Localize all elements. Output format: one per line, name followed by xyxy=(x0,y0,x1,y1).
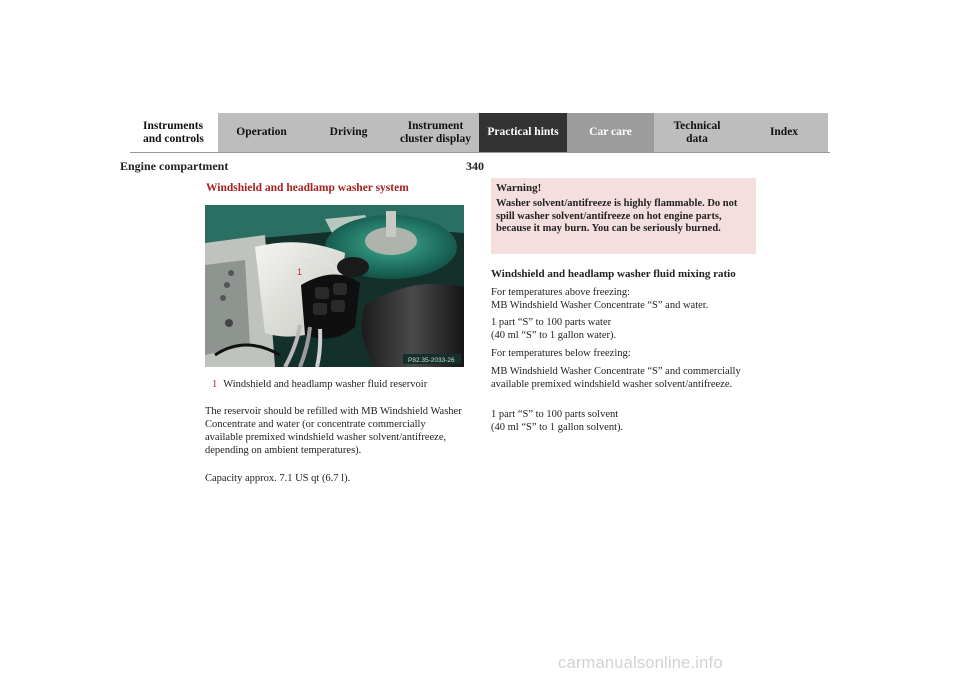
svg-text:1: 1 xyxy=(297,267,303,277)
below-freezing-ratio-ml: (40 ml “S” to 1 gallon solvent). xyxy=(491,422,624,433)
above-freezing-label: For temperatures above freezing: xyxy=(491,287,631,298)
tab-instrument-cluster-display[interactable] xyxy=(392,113,479,152)
reservoir-paragraph: The reservoir should be refilled with MB Windshield Washer Concentrate and water (or concentrate commercially available premixed windshield washer solvent/antifreeze, depending on ambient temperatures). xyxy=(205,406,462,456)
page-number: 340 xyxy=(466,159,484,173)
tab-instruments-and-controls[interactable] xyxy=(130,113,218,152)
tab-label: Practical hints xyxy=(487,126,559,138)
below-freezing-label: For temperatures below freezing: xyxy=(491,348,631,359)
below-freezing-mixture: MB Windshield Washer Concentrate “S” and commercially available premixed windshield washer solvent/antifreeze. xyxy=(491,366,741,390)
header-divider xyxy=(130,152,830,153)
below-freezing-ratio: 1 part “S” to 100 parts solvent xyxy=(491,409,619,420)
figure-caption xyxy=(212,379,427,390)
section-heading: Windshield and headlamp washer system xyxy=(206,182,409,194)
warning-text: Washer solvent/antifreeze is highly flammable. Do not spill washer solvent/antifreeze on hot engine parts, because it may burn. You can be seriously burned. xyxy=(496,198,738,234)
above-freezing-ratio: 1 part “S” to 100 parts water xyxy=(491,317,612,328)
above-freezing-mixture: MB Windshield Washer Concentrate “S” and water. xyxy=(491,300,709,311)
tab-operation[interactable] xyxy=(218,113,305,152)
caption-number: 1 xyxy=(212,379,218,390)
warning-box xyxy=(491,178,756,254)
tab-technical-data[interactable] xyxy=(654,113,740,152)
tab-index[interactable] xyxy=(740,113,828,152)
tab-driving[interactable] xyxy=(305,113,392,152)
watermark: carmanualsonline.info xyxy=(558,654,723,672)
svg-text:P82.35-2033-26: P82.35-2033-26 xyxy=(408,357,455,364)
mixing-ratio-heading: Windshield and headlamp washer fluid mixing ratio xyxy=(491,268,736,280)
tab-car-care[interactable] xyxy=(567,113,654,152)
section-title: Engine compartment xyxy=(120,159,229,173)
tab-label: Technical data xyxy=(673,119,721,145)
tab-practical-hints[interactable] xyxy=(479,113,567,152)
engine-compartment-photo xyxy=(205,205,464,367)
tab-label: Driving xyxy=(329,126,368,138)
tab-label: Instrument cluster display xyxy=(399,119,472,145)
tab-label: Index xyxy=(769,126,799,138)
capacity-paragraph: Capacity approx. 7.1 US qt (6.7 l). xyxy=(205,473,351,484)
above-freezing-ratio-ml: (40 ml “S” to 1 gallon water). xyxy=(491,330,617,341)
warning-title: Warning! xyxy=(496,182,542,194)
tab-label: Instruments and controls xyxy=(143,119,204,145)
chapter-tabs xyxy=(130,113,828,152)
tab-label: Operation xyxy=(236,126,287,138)
tab-label: Car care xyxy=(589,126,632,138)
caption-text: Windshield and headlamp washer fluid reservoir xyxy=(223,379,428,390)
